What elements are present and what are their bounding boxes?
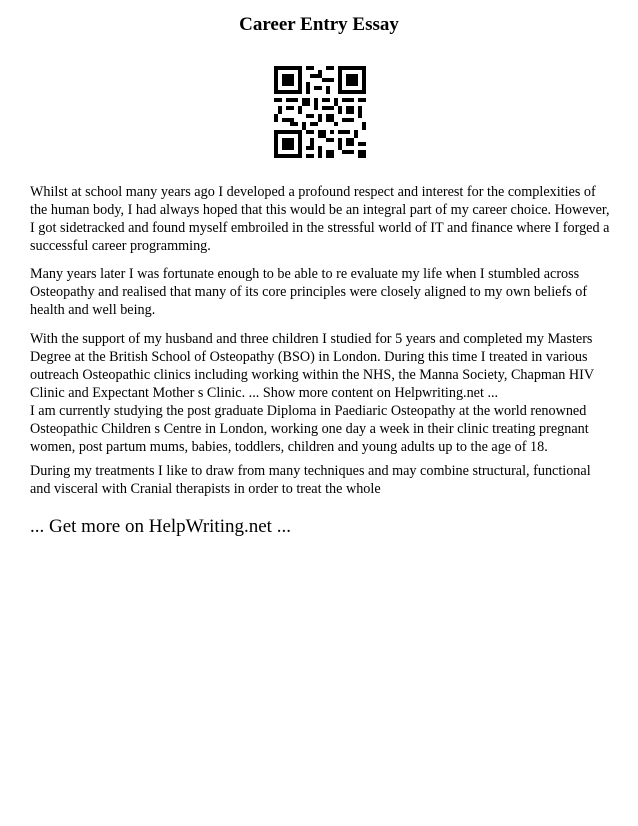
- essay-paragraph: [30, 265, 610, 319]
- page-title: Career Entry Essay: [239, 14, 399, 35]
- paragraph-text: During my treatments I like to draw from many techniques and may combine structural, functional and visceral with Cranial therapists in order to treat the whole: [30, 463, 591, 497]
- paragraph-text: I am currently studying the post graduate Diploma in Paediaric Osteopathy at the world renowned Osteopathic Children s Centre in London, working one day a week in their clinic treating pregnant women, post partum mums, babies, toddlers, children and young adults up to the age of 18.: [30, 403, 589, 455]
- essay-paragraph: [30, 330, 610, 456]
- paragraph-text: Many years later I was fortunate enough to be able to re evaluate my life when I stumbled across Osteopathy and realised that many of its core principles were closely aligned to my own beliefs of health and well being.: [30, 266, 588, 318]
- essay-paragraph: [30, 183, 610, 255]
- qr-code-icon[interactable]: [274, 66, 366, 158]
- get-more-link[interactable]: ... Get more on HelpWriting.net ...: [30, 516, 291, 537]
- paragraph-text: With the support of my husband and three children I studied for 5 years and completed my Masters Degree at the British School of Osteopathy (BSO) in London. During this time I treated in various outreach Osteopathic clinics including working within the NHS, the Manna Society, Chapman HIV Clinic and Expectant Mother s Clinic. ... Show more content on Helpwriting.net ...: [30, 331, 594, 401]
- essay-paragraph: [30, 462, 610, 498]
- paragraph-text: Whilst at school many years ago I developed a profound respect and interest for the complexities of the human body, I had always hoped that this would be an integral part of my career choice. However, I got sidetracked and found myself embroiled in the stressful world of IT and finance where I forged a successful career programming.: [30, 184, 610, 254]
